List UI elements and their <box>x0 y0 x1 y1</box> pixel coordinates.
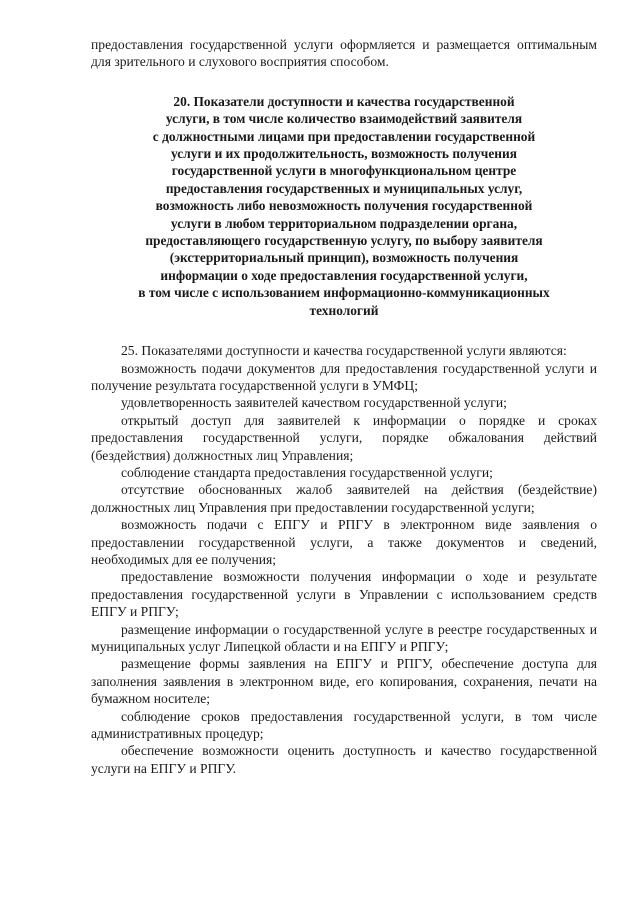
section-heading-line: в том числе с использованием информационно-коммуникационных <box>138 285 550 301</box>
section-heading-line: услуги в любом территориальном подразделении органа, <box>170 215 518 231</box>
paragraph-25-list <box>91 360 597 778</box>
section-heading <box>91 93 597 319</box>
list-item: предоставление возможности получения информации о ходе и результате предоставления государственной услуги в Управлении с использованием средств ЕПГУ и РПГУ; <box>91 569 597 620</box>
list-item: отсутствие обоснованных жалоб заявителей на действия (бездействие) должностных лиц Управления при предоставлении государственной услуги; <box>91 482 597 515</box>
section-heading-line: технологий <box>309 302 379 318</box>
list-item: возможность подачи с ЕПГУ и РПГУ в электронном виде заявления о предоставлении государственной услуги, а также документов и сведений, необходимых для ее получения; <box>91 517 597 567</box>
list-item: соблюдение сроков предоставления государственной услуги, в том числе административных процедур; <box>91 708 597 742</box>
list-item: возможность подачи документов для предоставления государственной услуги и получение результата государственной услуги в УМФЦ; <box>91 360 597 393</box>
document-page <box>91 36 597 777</box>
section-heading-line: возможность либо невозможность получения государственной <box>155 198 533 214</box>
section-heading-line: государственной услуги в многофункциональном центре <box>171 163 517 179</box>
section-heading-line: информации о ходе предоставления государственной услуги, <box>160 267 528 283</box>
intro-paragraph: предоставления государственной услуги оформляется и размещается оптимальным для зрительного и слухового восприятия способом. <box>91 37 597 70</box>
section-heading-line: услуги и их продолжительность, возможность получения <box>171 146 517 162</box>
section-heading-line: предоставления государственных и муниципальных услуг, <box>165 180 523 196</box>
list-item: размещение информации о государственной услуге в реестре государственных и муниципальных услуг Липецкой области и на ЕПГУ и РПГУ; <box>91 621 597 654</box>
section-heading-line: 20. Показатели доступности и качества государственной <box>173 93 515 109</box>
paragraph-25-lead: 25. Показателями доступности и качества государственной услуги являются: <box>121 343 567 359</box>
list-item: обеспечение возможности оценить доступность и качество государственной услуги на ЕПГУ и РПГУ. <box>91 743 597 776</box>
list-item: открытый доступ для заявителей к информации о порядке и сроках предоставления государственной услуги, порядке обжалования действий (бездействия) должностных лиц Управления; <box>91 412 597 463</box>
section-heading-line: с должностными лицами при предоставлении государственной <box>152 128 536 144</box>
list-item: удовлетворенность заявителей качеством государственной услуги; <box>121 395 507 411</box>
section-heading-line: услуги, в том числе количество взаимодействий заявителя <box>165 111 523 127</box>
section-heading-line: предоставляющего государственную услугу, по выбору заявителя <box>145 233 543 249</box>
section-heading-line: (экстерриториальный принцип), возможность получения <box>169 250 519 266</box>
list-item: соблюдение стандарта предоставления государственной услуги; <box>121 464 493 480</box>
list-item: размещение формы заявления на ЕПГУ и РПГУ, обеспечение доступа для заполнения заявления в электронном виде, его копирования, сохранения, печати на бумажном носителе; <box>91 656 597 707</box>
